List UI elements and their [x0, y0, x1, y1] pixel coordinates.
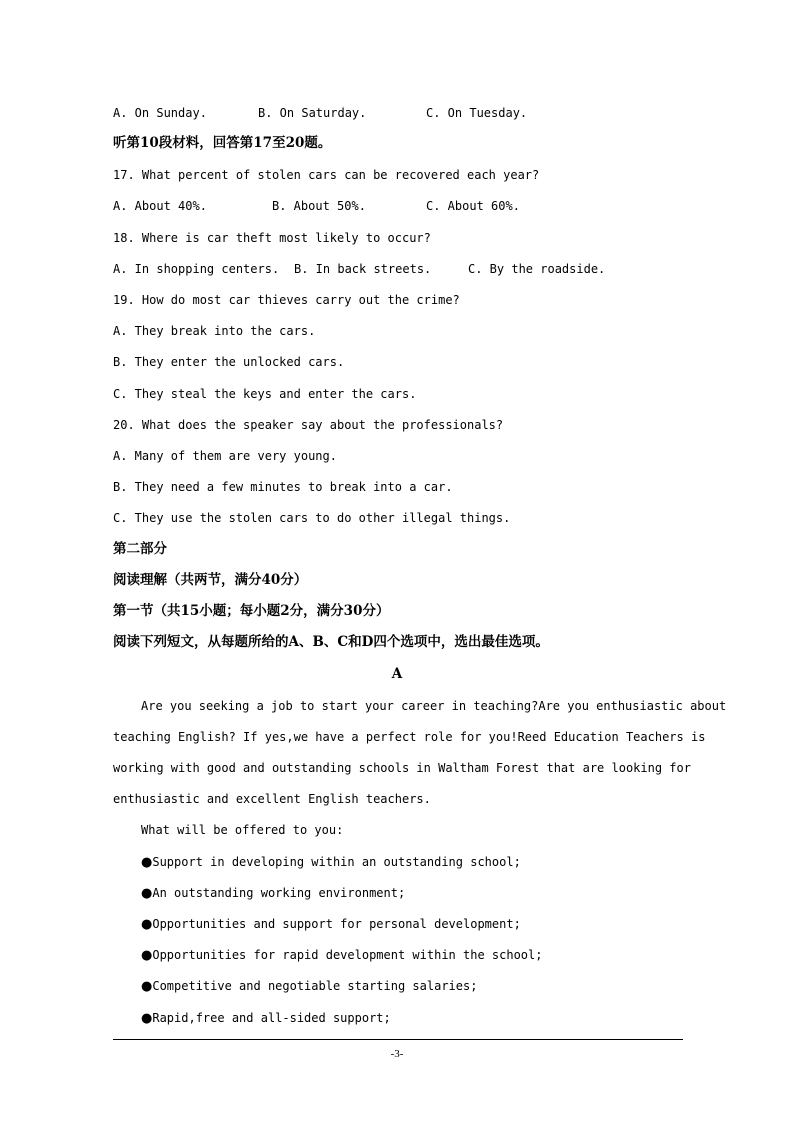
q16-option-c: C. On Tuesday.: [426, 106, 528, 120]
q19-option-b: B. They enter the unlocked cars.: [113, 355, 345, 369]
reading-title: 阅读理解（共两节，满分40分）: [113, 572, 308, 588]
offer-text: Opportunities and support for personal development;: [152, 917, 521, 931]
q19-option-a: A. They break into the cars.: [113, 324, 316, 338]
section10-header: 听第10段材料，回答第17至20题。: [113, 135, 332, 151]
offer-item: [141, 978, 477, 995]
q18-stem: 18. Where is car theft most likely to occur?: [113, 231, 431, 245]
bullet-icon: ●: [141, 979, 153, 994]
footer-rule: [113, 1039, 683, 1040]
offer-text: Competitive and negotiable starting salaries;: [152, 979, 478, 993]
q17-stem: 17. What percent of stolen cars can be recovered each year?: [113, 168, 540, 182]
q20-option-b: B. They need a few minutes to break into a car.: [113, 480, 453, 494]
offer-item: [141, 1010, 391, 1027]
paragraph-line-1: Are you seeking a job to start your career in teaching?Are you enthusiastic about: [141, 699, 727, 713]
page-number: -3-: [390, 1048, 404, 1060]
instruction: 阅读下列短文，从每题所给的A、B、C和D四个选项中，选出最佳选项。: [113, 634, 549, 650]
section1-title: 第一节（共15小题；每小题2分，满分30分）: [113, 603, 390, 619]
offer-item: [141, 947, 542, 964]
bullet-icon: ●: [141, 917, 153, 932]
q16-option-a: A. On Sunday.: [113, 106, 207, 120]
passage-label: A: [391, 666, 403, 682]
q20-option-a: A. Many of them are very young.: [113, 449, 337, 463]
q19-stem: 19. How do most car thieves carry out the crime?: [113, 293, 460, 307]
q17-option-c: C. About 60%.: [426, 199, 520, 213]
bullet-icon: ●: [141, 1011, 153, 1026]
q17-option-a: A. About 40%.: [113, 199, 207, 213]
q20-option-c: C. They use the stolen cars to do other illegal things.: [113, 511, 511, 525]
paragraph-line-3: working with good and outstanding schools in Waltham Forest that are looking for: [113, 761, 691, 775]
offer-text: Opportunities for rapid development within the school;: [152, 948, 543, 962]
offer-text: Rapid,free and all-sided support;: [152, 1011, 391, 1025]
q16-option-b: B. On Saturday.: [258, 106, 367, 120]
offer-item: [141, 885, 405, 902]
q20-stem: 20. What does the speaker say about the professionals?: [113, 418, 504, 432]
offer-item: [141, 854, 521, 871]
offer-text: Support in developing within an outstanding school;: [152, 855, 521, 869]
offer-intro: What will be offered to you:: [141, 823, 344, 837]
q18-option-a: A. In shopping centers.: [113, 262, 280, 276]
paragraph-line-2: teaching English? If yes,we have a perfect role for you!Reed Education Teachers is: [113, 730, 706, 744]
part2-heading: 第二部分: [113, 541, 167, 557]
q19-option-c: C. They steal the keys and enter the cars.: [113, 387, 417, 401]
q17-option-b: B. About 50%.: [272, 199, 366, 213]
q18-option-b: B. In back streets.: [294, 262, 432, 276]
offer-item: [141, 916, 521, 933]
bullet-icon: ●: [141, 886, 153, 901]
paragraph-line-4: enthusiastic and excellent English teachers.: [113, 792, 431, 806]
bullet-icon: ●: [141, 855, 153, 870]
bullet-icon: ●: [141, 948, 153, 963]
q18-option-c: C. By the roadside.: [468, 262, 606, 276]
offer-text: An outstanding working environment;: [152, 886, 406, 900]
